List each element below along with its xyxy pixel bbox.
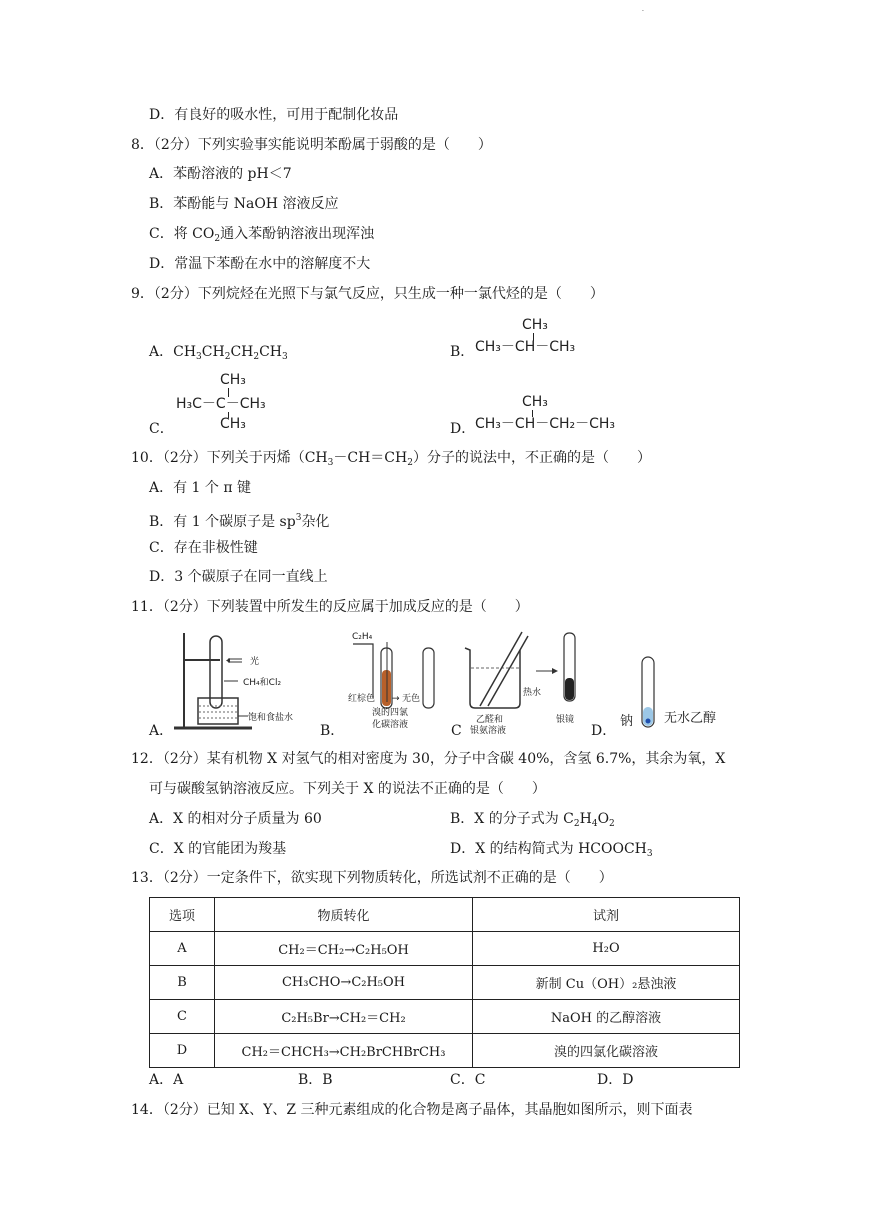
q11-b-red-label: 红棕色	[348, 694, 376, 704]
cell-reagent: 溴的四氯化碳溶液	[473, 1034, 740, 1068]
q11-stem: 11．（2分）下列装置中所发生的反应属于加成反应的是（ ）	[131, 599, 529, 615]
q8-option-c: C．将 $CO_2$通入苯酚钠溶液出现浑浊	[149, 226, 375, 244]
q8-stem: 8．（2分）下列实验事实能说明苯酚属于弱酸的是（ ）	[131, 137, 492, 153]
table-row	[150, 1034, 740, 1068]
q9-c-bottom-methyl: CH₃	[220, 416, 246, 432]
q9-b-methyl: CH₃	[522, 317, 548, 333]
q8-option-d: D．常温下苯酚在水中的溶解度不大	[149, 256, 371, 272]
q11-a-water-label: 饱和食盐水	[248, 713, 294, 723]
q10-option-d: D．3 个碳原子在同一直线上	[149, 569, 328, 585]
q12-option-a: A．X 的相对分子质量为 60	[149, 811, 322, 827]
q11-b-solution-label-2: 化碳溶液	[372, 720, 409, 730]
q8-option-a: A．苯酚溶液的 pH＜7	[149, 166, 292, 182]
table-row	[150, 932, 740, 966]
q13-answer-a: A．A	[149, 1072, 184, 1088]
q9-option-a: A．$CH_3CH_2CH_2CH_3$	[149, 344, 288, 362]
q11-d-ethanol-label: 无水乙醇	[664, 711, 717, 726]
cell-conversion: C₂H₅Br→CH₂＝CH₂	[215, 1000, 473, 1034]
q14-stem: 14．（2分）已知 X、Y、Z 三种元素组成的化合物是离子晶体，其晶胞如图所示，则下面表	[131, 1102, 693, 1118]
q10-option-c: C．存在非极性键	[149, 540, 258, 556]
q13-answer-d: D．D	[597, 1072, 634, 1088]
q9-c-chain: H₃C－C－CH₃	[176, 396, 266, 412]
q13-answer-b: B．B	[298, 1072, 333, 1088]
cell-conversion: CH₂＝CHCH₃→CH₂BrCHBrCH₃	[215, 1034, 473, 1068]
q9-d-chain: CH₃－CH－CH₂－CH₃	[475, 416, 616, 432]
q11-a-light-label: 光	[250, 657, 260, 667]
q11-option-d-label: D．	[591, 723, 617, 739]
q9-b-chain: CH₃－CH－CH₃	[475, 339, 576, 355]
table-row	[150, 1000, 740, 1034]
cell-option: B	[150, 966, 215, 1000]
q13-stem: 13．（2分）一定条件下，欲实现下列物质转化，所选试剂不正确的是（ ）	[131, 870, 613, 886]
q11-b-arrow: →	[392, 694, 400, 704]
q12-option-c: C．X 的官能团为羧基	[149, 841, 287, 857]
q9-option-b-label: B．	[450, 344, 475, 360]
q11-b-solution-label-1: 溴的四氯	[372, 708, 409, 718]
q9-option-d-label: D．	[450, 421, 476, 437]
q11-apparatus-d	[635, 655, 665, 735]
table-row	[150, 966, 740, 1000]
q9-option-c-label: C．	[149, 421, 174, 437]
column-header-reagent: 试剂	[473, 898, 740, 932]
q10-option-a: A．有 1 个 π 键	[149, 480, 252, 496]
q11-b-gas-label: C₂H₄	[352, 632, 373, 642]
cell-conversion: CH₃CHO→C₂H₅OH	[215, 966, 473, 1000]
q11-c-reagent-label-2: 银氨溶液	[470, 726, 507, 736]
column-header-option: 选项	[150, 898, 215, 932]
q12-stem-line2: 可与碳酸氢钠溶液反应。下列关于 X 的说法不正确的是（ ）	[149, 781, 546, 797]
q11-c-mirror-label: 银镜	[556, 715, 575, 725]
q8-option-b: B．苯酚能与 NaOH 溶液反应	[149, 196, 339, 212]
q11-option-b-label: B．	[320, 723, 345, 739]
q13-table	[149, 897, 740, 1068]
q11-c-hot-water-label: 热水	[523, 688, 542, 698]
q12-option-b: B．X 的分子式为 $C_2H_4O_2$	[450, 811, 615, 829]
q13-answer-c: C．C	[450, 1072, 486, 1088]
column-header-conversion: 物质转化	[215, 898, 473, 932]
q10-stem: 10．（2分）下列关于丙烯$(CH_3-CH=CH_2)$分子的说法中，不正确的是（ ）	[131, 450, 651, 468]
cell-conversion: CH₂＝CH₂→C₂H₅OH	[215, 932, 473, 966]
page-dot: ·	[642, 8, 644, 15]
cell-option: C	[150, 1000, 215, 1034]
cell-reagent: 新制 Cu（OH）₂悬浊液	[473, 966, 740, 1000]
q12-option-d: D．X 的结构简式为 $HCOOCH_3$	[450, 841, 653, 859]
q9-stem: 9．（2分）下列烷烃在光照下与氯气反应，只生成一种一氯代烃的是（ ）	[131, 286, 604, 302]
q10-option-b: B．有 1 个碳原子是 $sp^3$杂化	[149, 513, 330, 530]
q11-c-reagent-label-1: 乙醛和	[476, 715, 504, 725]
q11-a-gas-label: CH₄和Cl₂	[243, 678, 282, 688]
cell-option: A	[150, 932, 215, 966]
cell-reagent: NaOH 的乙醇溶液	[473, 1000, 740, 1034]
q11-d-sodium-label: 钠	[620, 714, 634, 729]
q11-option-a-label: A．	[149, 723, 174, 739]
q12-stem-line1: 12．（2分）某有机物 X 对氢气的相对密度为 30，分子中含碳 40%，含氢 6.7%，其余为氧，X	[131, 751, 726, 767]
q9-d-methyl: CH₃	[522, 394, 548, 410]
q9-c-top-methyl: CH₃	[220, 372, 246, 388]
table-header-row	[150, 898, 740, 932]
q7-option-d: D．有良好的吸水性，可用于配制化妆品	[149, 107, 399, 123]
q11-option-c-label: C	[451, 723, 462, 739]
cell-option: D	[150, 1034, 215, 1068]
cell-reagent: H₂O	[473, 932, 740, 966]
q11-b-colorless-label: 无色	[402, 694, 421, 704]
